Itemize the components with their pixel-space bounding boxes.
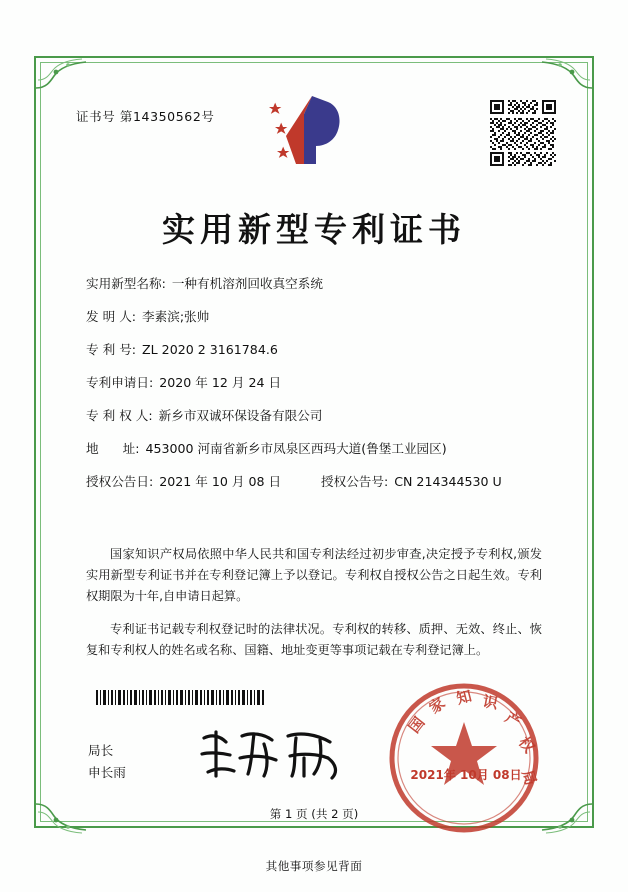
field-label: 专 利 权 人: — [86, 408, 153, 423]
svg-text:家: 家 — [425, 693, 449, 718]
legal-paragraph-1: 国家知识产权局依照中华人民共和国专利法经过初步审查,决定授予专利权,颁发实用新型专利证书并在专利登记簿上予以登记。专利权自授权公告之日起生效。专利权期限为十年,自申请日起算。 — [86, 547, 542, 604]
field-value: 一种有机溶剂回收真空系统 — [171, 276, 323, 291]
certificate-fields — [86, 276, 556, 507]
field-row-grant-announcement — [86, 474, 556, 490]
svg-text:识: 识 — [481, 692, 500, 713]
footer-note: 其他事项参见背面 — [265, 859, 363, 873]
field-row-patent-number — [86, 342, 556, 358]
field-label: 发 明 人: — [86, 309, 137, 324]
page-number: 第 1 页 (共 2 页) — [269, 807, 359, 821]
barcode — [96, 690, 266, 705]
field-row-inventor — [86, 309, 556, 325]
svg-text:权: 权 — [514, 733, 539, 757]
field-row-utility-model-name — [86, 276, 556, 292]
field-value: 新乡市双诚环保设备有限公司 — [158, 408, 323, 423]
field-label: 地 址: — [86, 441, 140, 456]
qr-code-icon — [490, 100, 556, 166]
field-row-application-date — [86, 375, 556, 391]
field-label: 专利申请日: — [86, 375, 154, 390]
svg-text:知: 知 — [454, 686, 474, 708]
svg-text:局: 局 — [518, 767, 540, 788]
grant-number-label: 授权公告号: — [321, 474, 389, 489]
field-value: 2020 年 12 月 24 日 — [159, 375, 282, 390]
field-value: 李素滨;张帅 — [142, 309, 210, 324]
director-title-label: 局长 — [88, 743, 114, 758]
cnipa-logo-icon — [268, 92, 354, 172]
page-title: 实用新型专利证书 — [162, 210, 466, 249]
signature-labels — [88, 740, 126, 784]
field-row-address — [86, 441, 556, 457]
field-label: 实用新型名称: — [86, 276, 166, 291]
director-name-label: 申长雨 — [88, 765, 126, 780]
certificate-number: 证书号 第14350562号 — [76, 109, 215, 124]
field-value: 453000 河南省新乡市凤泉区西玛大道(鲁堡工业园区) — [145, 441, 447, 456]
svg-text:产: 产 — [501, 708, 525, 732]
grant-number-value: CN 214344530 U — [394, 474, 502, 489]
grant-date-value: 2021 年 10 月 08 日 — [159, 474, 282, 489]
field-label: 专 利 号: — [86, 342, 137, 357]
svg-text:国: 国 — [404, 713, 429, 737]
field-row-patentee — [86, 408, 556, 424]
seal-date: 2021年 10月 08日 — [410, 768, 522, 782]
grant-date-label: 授权公告日: — [86, 474, 154, 489]
legal-text — [86, 532, 542, 663]
legal-paragraph-2: 专利证书记载专利权登记时的法律状况。专利权的转移、质押、无效、终止、恢复和专利权人的姓名或名称、国籍、地址变更等事项记载在专利登记簿上。 — [86, 622, 542, 658]
field-value: ZL 2020 2 3161784.6 — [142, 342, 278, 357]
handwritten-signature-icon — [196, 724, 346, 784]
